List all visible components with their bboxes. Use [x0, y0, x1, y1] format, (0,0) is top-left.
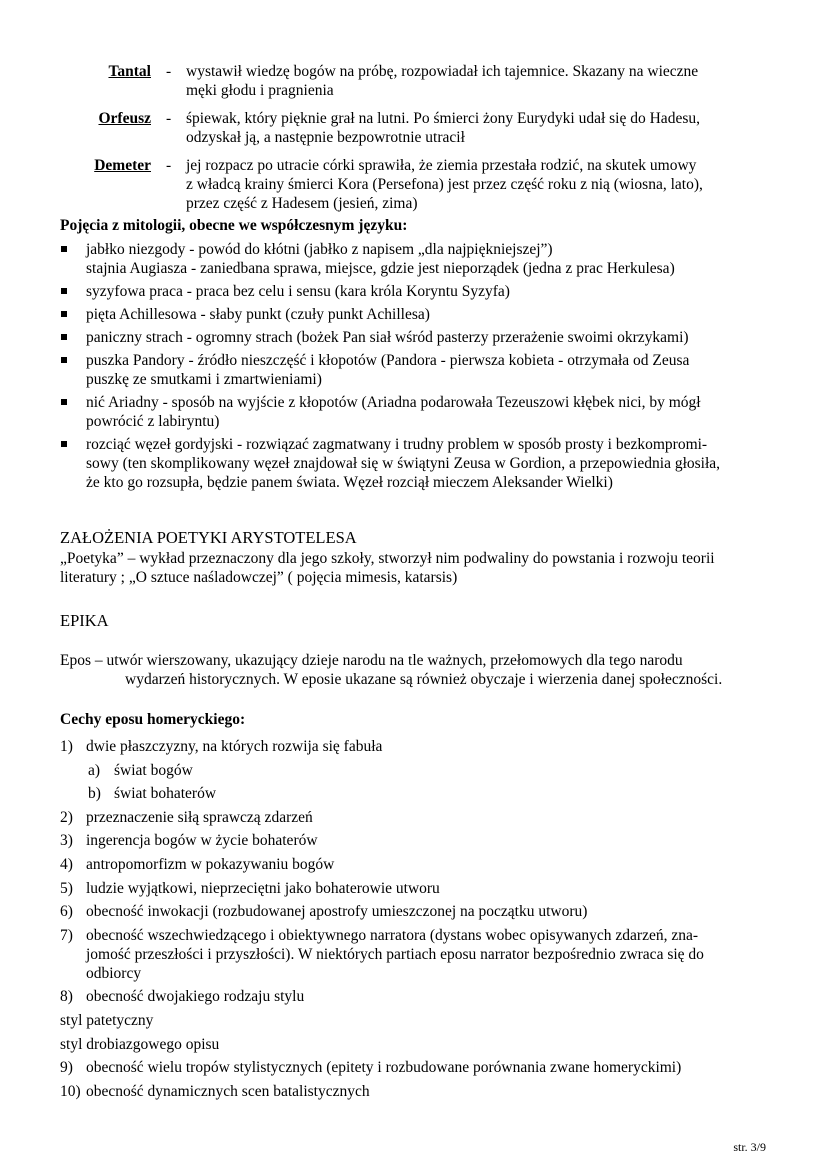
list-number: 9) [60, 1059, 73, 1077]
list-item-line: syzyfowa praca - praca bez celu i sensu (kara króla Koryntu Syzyfa) [86, 283, 510, 300]
list-item-line: obecność dynamicznych scen batalistycznych [86, 1082, 370, 1100]
list-number: 6) [60, 903, 73, 921]
figure-description-line: odzyskał ją, a następnie bezpowrotnie utracił [186, 129, 465, 146]
figure-term: Demeter [94, 157, 151, 174]
list-item-line: puszka Pandory - źródło nieszczęść i kłopotów (Pandora - pierwsza kobieta - otrzymała od Zeusa [86, 352, 690, 369]
figure-entry [86, 62, 776, 100]
bullet-square-icon [61, 399, 67, 405]
figure-entry [86, 109, 776, 147]
paragraph-line: „Poetyka” – wykład przeznaczony dla jego szkoły, stworzył nim podwaliny do powstania i rozwoju teorii [60, 550, 715, 567]
list-item [60, 305, 760, 324]
homer-features-list [60, 737, 770, 1105]
list-item [60, 1011, 770, 1030]
mythology-figures [86, 62, 776, 222]
list-item [60, 351, 760, 389]
list-item-line: puszkę ze smutkami i zmartwieniami) [86, 371, 322, 388]
list-item [60, 1058, 770, 1077]
figure-description-line: śpiewak, który pięknie grał na lutni. Po śmierci żony Eurydyki udał się do Hadesu, [186, 110, 700, 127]
bullet-square-icon [61, 311, 67, 317]
list-item-line: świat bohaterów [114, 785, 217, 803]
bullet-square-icon [61, 334, 67, 340]
poetics-paragraph [60, 549, 770, 587]
list-item-line: styl patetyczny [60, 1011, 154, 1029]
dash: - [166, 63, 172, 80]
list-item-line: pięta Achillesowa - słaby punkt (czuły punkt Achillesa) [86, 306, 430, 323]
list-item-line: odbiorcy [86, 964, 142, 982]
list-item [60, 855, 770, 874]
list-item [60, 831, 770, 850]
list-item [60, 1082, 770, 1101]
bullet-square-icon [61, 288, 67, 294]
list-number: 8) [60, 988, 73, 1006]
list-item-line: styl drobiazgowego opisu [60, 1035, 220, 1053]
list-item-line: jomość przeszłości i przyszłości). W niektórych partiach eposu narrator bezpośrednio zwraca się do [86, 945, 704, 963]
homer-features-heading: Cechy eposu homeryckiego: [60, 711, 246, 728]
list-item [60, 393, 760, 431]
list-item-line: świat bogów [114, 761, 193, 779]
list-item [60, 282, 760, 301]
list-item-line: ludzie wyjątkowi, nieprzeciętni jako bohaterowie utworu [86, 879, 440, 897]
list-item [60, 902, 770, 921]
list-number: 3) [60, 832, 73, 850]
concepts-list [60, 240, 760, 496]
list-item-line: antropomorfizm w pokazywaniu bogów [86, 855, 335, 873]
list-item-line: jabłko niezgody - powód do kłótni (jabłko z napisem „dla najpiękniejszej”) [86, 241, 553, 258]
figure-description-line: przez część z Hadesem (jesień, zima) [186, 195, 418, 212]
list-item-line: dwie płaszczyzny, na których rozwija się fabuła [86, 738, 383, 755]
list-item [60, 240, 760, 278]
list-number: 5) [60, 879, 73, 897]
paragraph-line: literatury ; „O sztuce naśladowczej” ( pojęcia mimesis, katarsis) [60, 569, 458, 586]
list-number: 7) [60, 926, 73, 944]
list-number: 2) [60, 808, 73, 826]
list-item-line: nić Ariadny - sposób na wyjście z kłopotów (Ariadna podarowała Tezeuszowi kłębek nici, by mógł [86, 394, 701, 411]
poetics-heading: ZAŁOŻENIA POETYKI ARYSTOTELESA [60, 528, 357, 547]
list-item [60, 926, 770, 983]
figure-description-line: z władcą krainy śmierci Kora (Persefona) jest przez część roku z nią (wiosna, lato), [186, 176, 703, 193]
figure-description-line: męki głodu i pragnienia [186, 82, 334, 99]
list-item [60, 761, 770, 780]
list-number: 4) [60, 855, 73, 873]
page-number: str. 3/9 [733, 1140, 766, 1154]
list-item-line: obecność wszechwiedzącego i obiektywnego narratora (dystans wobec opisywanych zdarzeń, zna- [86, 926, 698, 944]
concepts-heading: Pojęcia z mitologii, obecne we współczesnym języku: [60, 217, 408, 234]
list-number: 10) [60, 1082, 81, 1100]
list-number: a) [88, 761, 101, 779]
epos-definition [60, 651, 760, 689]
paragraph-line: wydarzeń historycznych. W eposie ukazane są również obyczaje i wierzenia danej społeczności. [125, 671, 723, 688]
list-item-line: powrócić z labiryntu) [86, 413, 220, 430]
list-item-line: przeznaczenie siłą sprawczą zdarzeń [86, 808, 313, 826]
list-item [60, 1035, 770, 1054]
dash: - [166, 110, 172, 127]
list-item-line: ingerencja bogów w życie bohaterów [86, 832, 318, 850]
list-item-line: obecność inwokacji (rozbudowanej apostrofy umieszczonej na początku utworu) [86, 903, 588, 921]
paragraph-line: Epos – utwór wierszowany, ukazujący dzieje narodu na tle ważnych, przełomowych dla tego narodu [60, 652, 683, 669]
list-item-line: paniczny strach - ogromny strach (bożek Pan siał wśród pasterzy przerażenie swoimi okrzykami) [86, 329, 689, 346]
figure-description-line: wystawił wiedzę bogów na próbę, rozpowiadał ich tajemnice. Skazany na wieczne [186, 63, 699, 80]
dash: - [166, 157, 172, 174]
list-item [60, 435, 760, 492]
list-item-line: obecność wielu tropów stylistycznych (epitety i rozbudowane porównania zwane homeryckimi) [86, 1059, 682, 1077]
bullet-square-icon [61, 246, 67, 252]
figure-entry [86, 156, 776, 213]
figure-term: Tantal [108, 63, 151, 80]
list-item [60, 987, 770, 1006]
list-number: 1) [60, 738, 73, 755]
list-item-line: rozciąć węzeł gordyjski - rozwiązać zagmatwany i trudny problem w sposób prosty i bezkompromi- [86, 436, 708, 453]
list-number: b) [88, 785, 101, 803]
list-item-line: że kto go rozsupła, będzie panem świata. Węzeł rozciął mieczem Aleksander Wielki) [86, 474, 613, 491]
list-item [60, 879, 770, 898]
list-item-line: sowy (ten skomplikowany węzeł znajdował się w świątyni Zeusa w Gordion, a przepowiednia głosiła, [86, 455, 721, 472]
figure-description-line: jej rozpacz po utracie córki sprawiła, że ziemia przestała rodzić, na skutek umowy [186, 157, 697, 174]
list-item [60, 328, 760, 347]
bullet-square-icon [61, 357, 67, 363]
list-item-line: obecność dwojakiego rodzaju stylu [86, 988, 305, 1006]
list-item-line: stajnia Augiasza - zaniedbana sprawa, miejsce, gdzie jest nieporządek (jedna z prac Herkulesa) [86, 260, 675, 277]
epic-heading: EPIKA [60, 611, 109, 630]
list-item [60, 808, 770, 827]
figure-term: Orfeusz [98, 110, 151, 127]
list-item [60, 784, 770, 803]
bullet-square-icon [61, 441, 67, 447]
list-item [60, 737, 770, 756]
